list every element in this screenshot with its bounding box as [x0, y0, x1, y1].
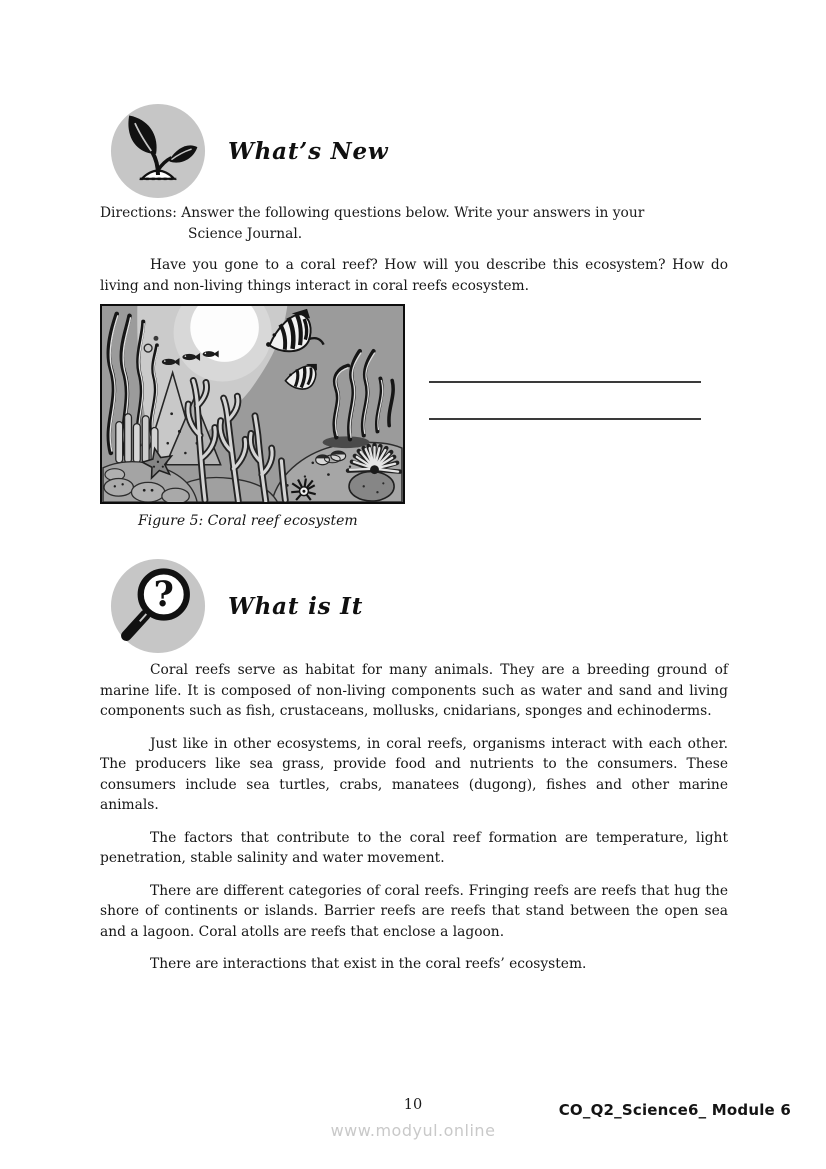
page-number: 10: [403, 1097, 423, 1113]
body-paragraph-2: Just like in other ecosystems, in coral reefs, organisms interact with each other. The producers like sea grass, provide food and nutrients to the consumers. These consumers include sea turtles, crabs, manatees (dugong), fishes and other marine animals.: [100, 735, 728, 813]
directions-line1: Answer the following questions below. Write your answers in your: [181, 205, 645, 221]
seedling-icon: [110, 103, 206, 199]
what-is-it-title: What is It: [228, 592, 364, 620]
directions-line2: Science Journal.: [188, 226, 303, 242]
figure-row: [100, 304, 728, 504]
answer-line-1: [429, 381, 701, 383]
body-paragraph-4: There are different categories of coral reefs. Fringing reefs are reefs that hug the shore of continents or islands. Barrier reefs are reefs that stand between the open sea and a lagoon. Coral atolls are reefs that enclose a lagoon.: [100, 882, 728, 940]
body-paragraph-3: The factors that contribute to the coral reef formation are temperature, light penetration, stable salinity and water movement.: [100, 829, 728, 866]
whats-new-title: What’s New: [228, 137, 389, 165]
module-code: CO_Q2_Science6_ Module 6: [558, 1101, 791, 1119]
coral-reef-illustration: [100, 304, 405, 504]
figure-caption: Figure 5: Coral reef ecosystem: [138, 513, 358, 529]
magnifier-question-icon: [110, 558, 206, 654]
whats-new-header: [100, 103, 728, 199]
svg-text:?: ?: [153, 575, 174, 615]
body-paragraph-5: There are interactions that exist in the coral reefs’ ecosystem.: [150, 956, 587, 972]
body-paragraphs: [100, 660, 728, 975]
what-is-it-header: [100, 558, 728, 654]
intro-paragraph: Have you gone to a coral reef? How will you describe this ecosystem? How do living and non-living things interact in coral reefs ecosystem.: [100, 257, 728, 294]
answer-line-2: [429, 418, 701, 420]
speck: [154, 336, 159, 341]
answer-lines: [429, 304, 701, 504]
directions-text: [100, 203, 728, 245]
body-paragraph-1: Coral reefs serve as habitat for many animals. They are a breeding ground of marine life. It is composed of non-living components such as water and sand and living components such as fish, crustaceans, mollusks, cnidarians, sponges and echinoderms.: [100, 662, 728, 719]
watermark: www.modyul.online: [330, 1121, 496, 1140]
directions-label: Directions:: [100, 205, 177, 221]
page-content: [100, 0, 728, 987]
